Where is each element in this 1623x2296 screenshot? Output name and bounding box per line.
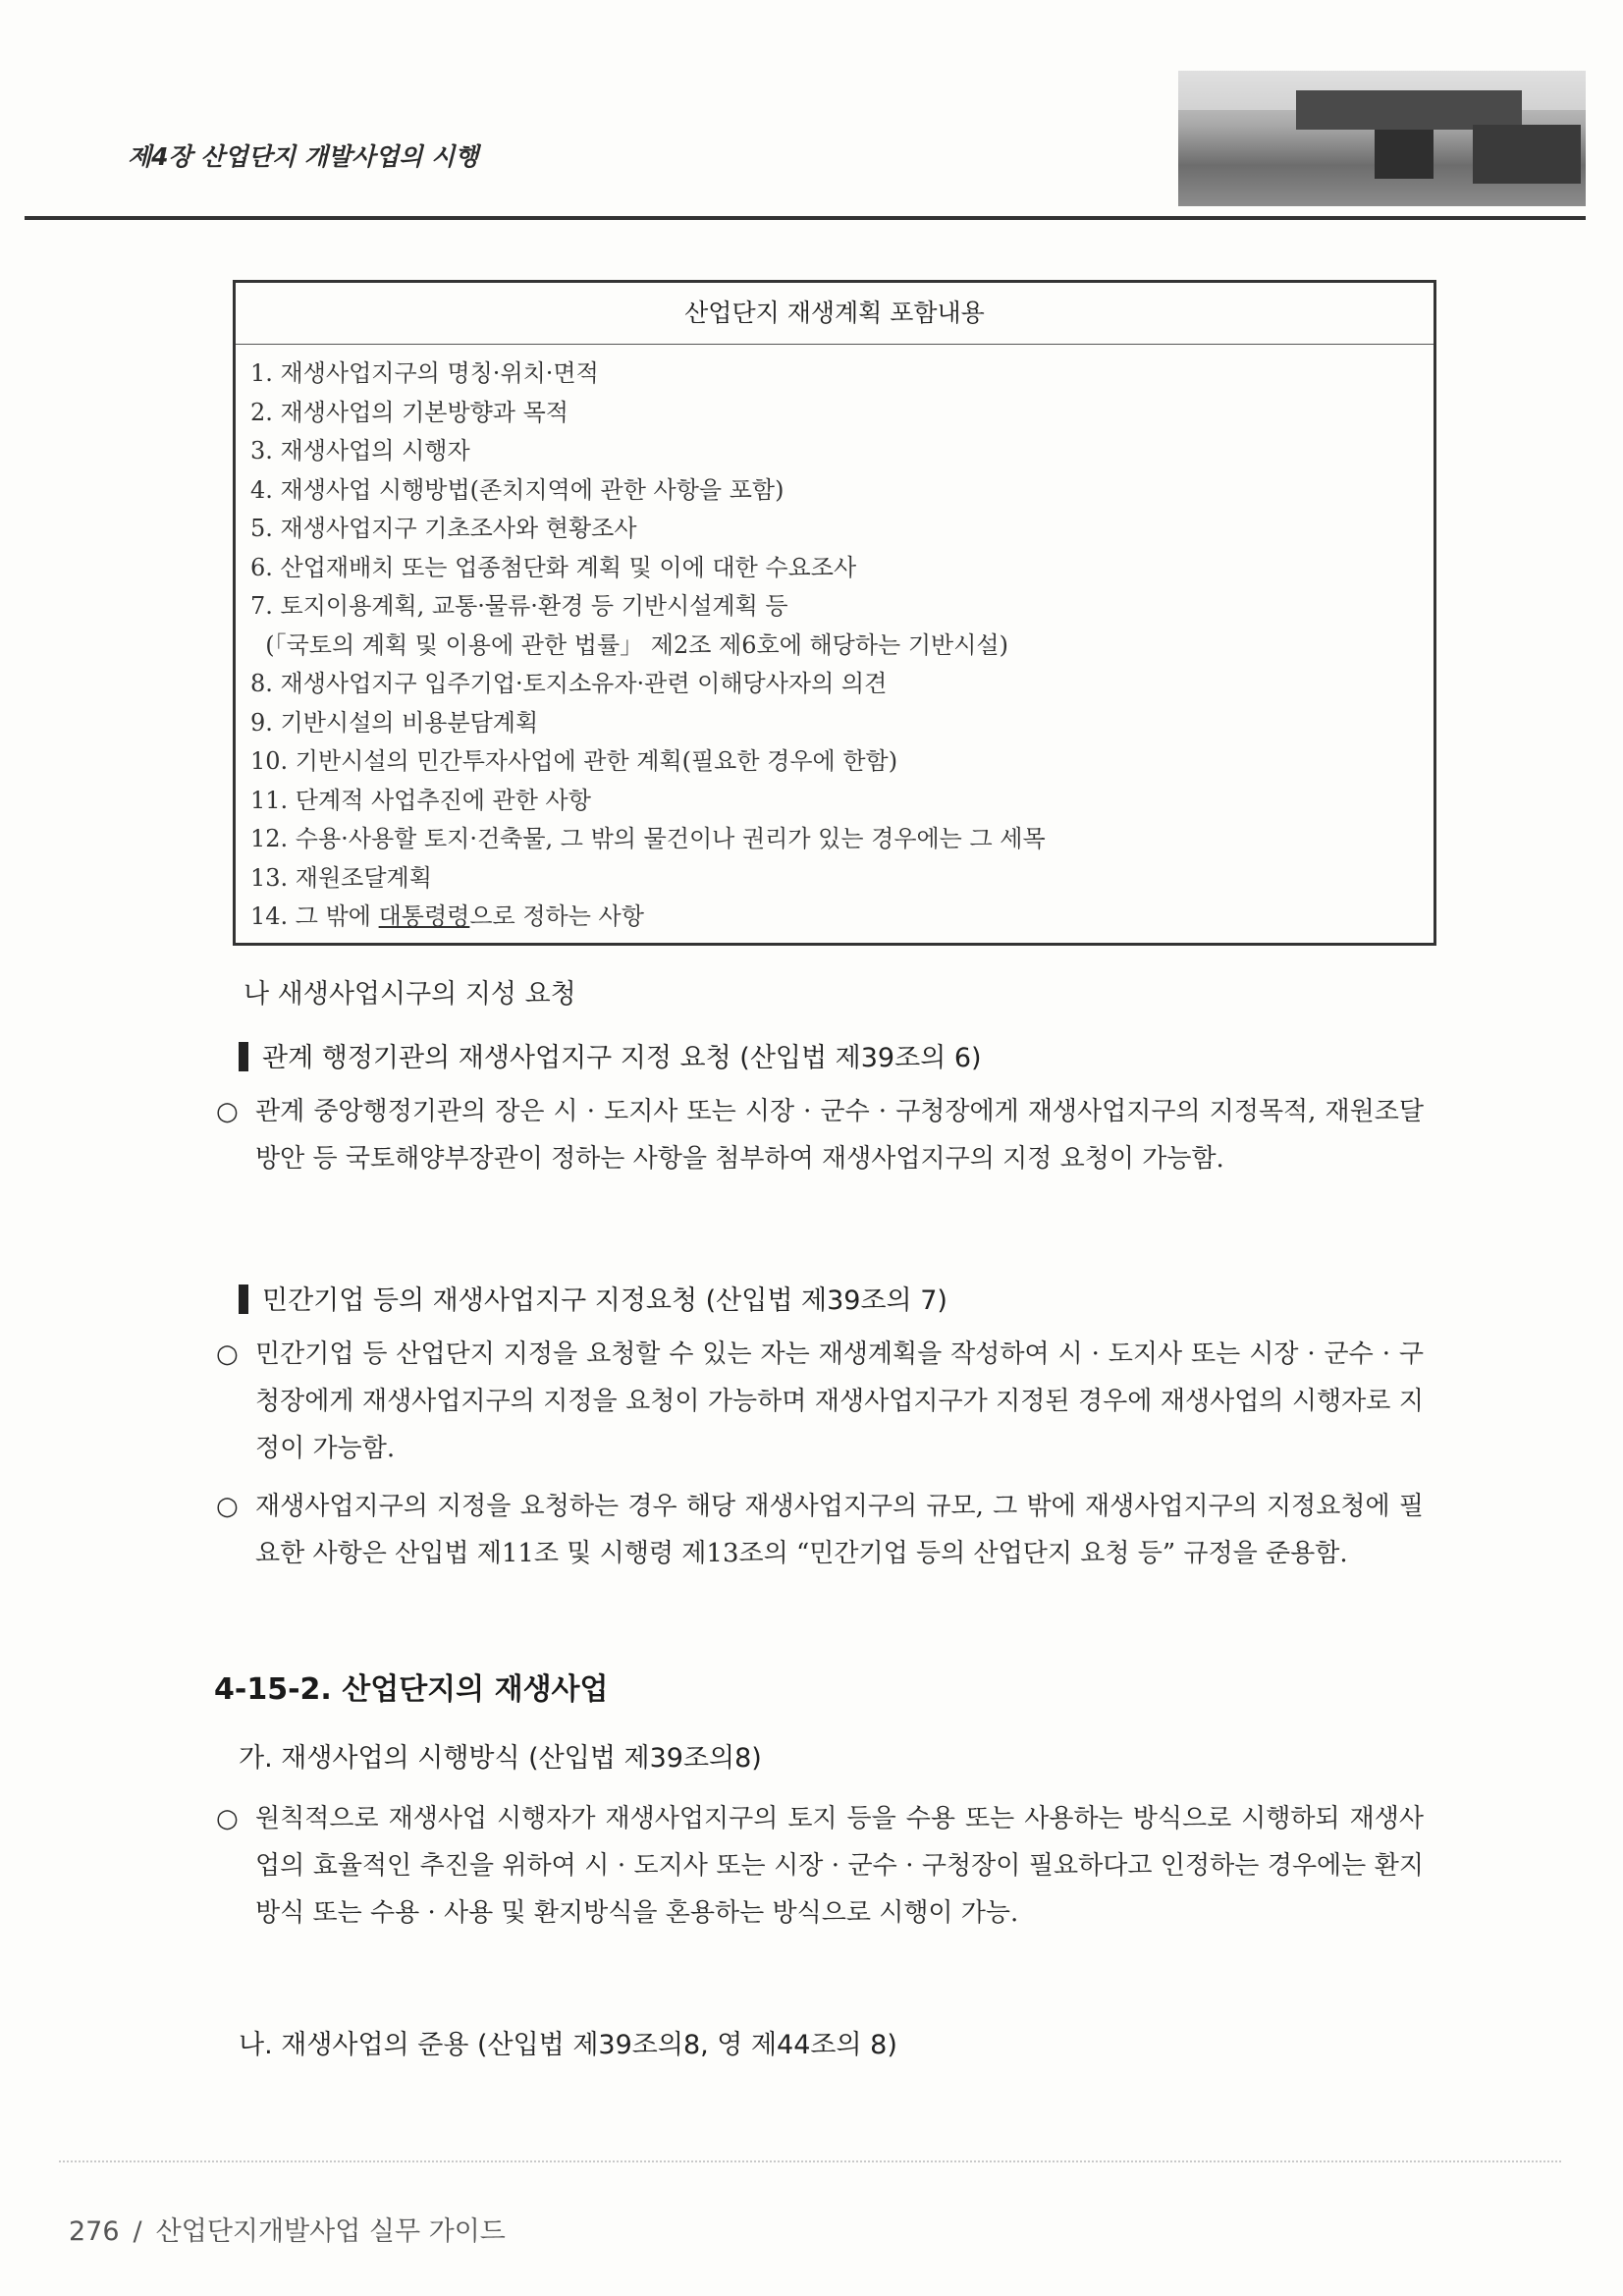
footer-divider bbox=[59, 2160, 1561, 2162]
list-item: 6. 산업재배치 또는 업종첨단화 계획 및 이에 대한 수요조사 bbox=[250, 553, 857, 581]
bullet-paragraph bbox=[216, 1088, 1424, 1182]
paragraph-text: 원칙적으로 재생사업 시행자가 재생사업지구의 토지 등을 수용 또는 사용하는 방식으로 시행하되 재생사업의 효율적인 추진을 위하여 시 · 도지사 또는 시장 · 군수 · 구청장이 필요하다고 인정하는 경우에는 환지방식 또는 수용 · 사용 및 환지방식을 혼용하는 방식으로 시행이 가능. bbox=[255, 1804, 1424, 1928]
bullet-paragraph bbox=[216, 1795, 1424, 1937]
subsection-title: 나. 재생사업의 준용 (산입법 제39조의8, 영 제44조의 8) bbox=[239, 2030, 897, 2060]
list-item bbox=[250, 898, 1434, 937]
circle-bullet-icon: ○ bbox=[216, 1492, 239, 1521]
list-item: 3. 재생사업의 시행자 bbox=[250, 437, 470, 465]
subsection-heading bbox=[239, 1036, 982, 1074]
circle-bullet-icon: ○ bbox=[216, 1339, 239, 1369]
photo-building bbox=[1375, 130, 1434, 179]
list-item-suffix: 으로 정하는 사항 bbox=[469, 902, 644, 930]
list-item: 2. 재생사업의 기본방향과 목적 bbox=[250, 398, 568, 426]
footer-separator: / bbox=[133, 2216, 142, 2247]
subsection-heading bbox=[239, 1279, 947, 1317]
paragraph-text: 민간기업 등 산업단지 지정을 요청할 수 있는 자는 재생계획을 작성하여 시 · 도지사 또는 시장 · 군수 · 구청장에게 재생사업지구의 지정을 요청이 가능하며 재생사업지구가 지정된 경우에 재생사업의 시행자로 지정이 가능함. bbox=[255, 1339, 1424, 1463]
paragraph-text: 관계 중앙행정기관의 장은 시 · 도지사 또는 시장 · 군수 · 구청장에게 재생사업지구의 지정목적, 재원조달방안 등 국토해양부장관이 정하는 사항을 첨부하여 재생사업지구의 지정 요청이 가능함. bbox=[255, 1097, 1424, 1174]
list-item: 1. 재생사업지구의 명칭·위치·면적 bbox=[250, 359, 599, 387]
list-item: 11. 단계적 사업추진에 관한 사항 bbox=[250, 786, 591, 814]
list-item: 5. 재생사업지구 기초조사와 현황조사 bbox=[250, 515, 637, 542]
header-divider bbox=[25, 216, 1586, 220]
list-item: 9. 기반시설의 비용분담계획 bbox=[250, 708, 539, 737]
circle-bullet-icon: ○ bbox=[216, 1804, 239, 1833]
paragraph-text: 재생사업지구의 지정을 요청하는 경우 해당 재생사업지구의 규모, 그 밖에 재생사업지구의 지정요청에 필요한 사항은 산입법 제11조 및 시행령 제13조의 “민간기업 등의 산업단지 요청 등” 규정을 준용함. bbox=[255, 1492, 1424, 1568]
regeneration-plan-box bbox=[233, 280, 1436, 946]
bullet-paragraph bbox=[216, 1331, 1424, 1472]
chapter-title: 제4장 산업단지 개발사업의 시행 bbox=[128, 142, 479, 171]
box-list bbox=[236, 345, 1434, 937]
list-item-prefix: 14. 그 밖에 bbox=[250, 902, 379, 930]
list-item: 7. 토지이용계획, 교통·물류·환경 등 기반시설계획 등 bbox=[250, 592, 788, 620]
list-item-underlined: 대통령령 bbox=[378, 902, 470, 930]
section-title: 4-15-2. 산업단지의 재생사업 bbox=[214, 1672, 609, 1707]
list-item: 13. 재원조달계획 bbox=[250, 863, 432, 892]
header-photo-image bbox=[1178, 71, 1586, 206]
page-number: 276 bbox=[69, 2216, 120, 2247]
subsection-title: 가. 재생사업의 시행방식 (산입법 제39조의8) bbox=[239, 1743, 762, 1774]
circle-bullet-icon: ○ bbox=[216, 1097, 239, 1126]
page-footer bbox=[69, 2210, 519, 2248]
list-item: 10. 기반시설의 민간투자사업에 관한 계획(필요한 경우에 한함) bbox=[250, 747, 898, 775]
book-title: 산업단지개발사업 실무 가이드 bbox=[155, 2216, 506, 2247]
photo-building bbox=[1296, 90, 1522, 130]
photo-building bbox=[1473, 125, 1581, 184]
heading-bar-icon bbox=[239, 1285, 248, 1314]
list-item: 4. 재생사업 시행방법(존치지역에 관한 사항을 포함) bbox=[250, 475, 784, 504]
heading-bar-icon bbox=[239, 1042, 248, 1071]
box-title: 산업단지 재생계획 포함내용 bbox=[236, 283, 1434, 345]
list-item: 12. 수용·사용할 토지·건축물, 그 밖의 물건이나 권리가 있는 경우에는 그 세목 bbox=[250, 825, 1046, 852]
subsection-title: 관계 행정기관의 재생사업지구 지정 요청 (산입법 제39조의 6) bbox=[262, 1043, 982, 1073]
list-item: (「국토의 계획 및 이용에 관한 법률」 제2조 제6호에 해당하는 기반시설) bbox=[250, 630, 1008, 659]
subsection-title: 민간기업 등의 재생사업지구 지정요청 (산입법 제39조의 7) bbox=[262, 1285, 947, 1316]
bullet-paragraph bbox=[216, 1483, 1424, 1577]
list-item: 8. 재생사업지구 입주기업·토지소유자·관련 이해당사자의 의견 bbox=[250, 670, 888, 697]
section-heading: 나 새생사업시구의 지성 요청 bbox=[243, 979, 576, 1010]
